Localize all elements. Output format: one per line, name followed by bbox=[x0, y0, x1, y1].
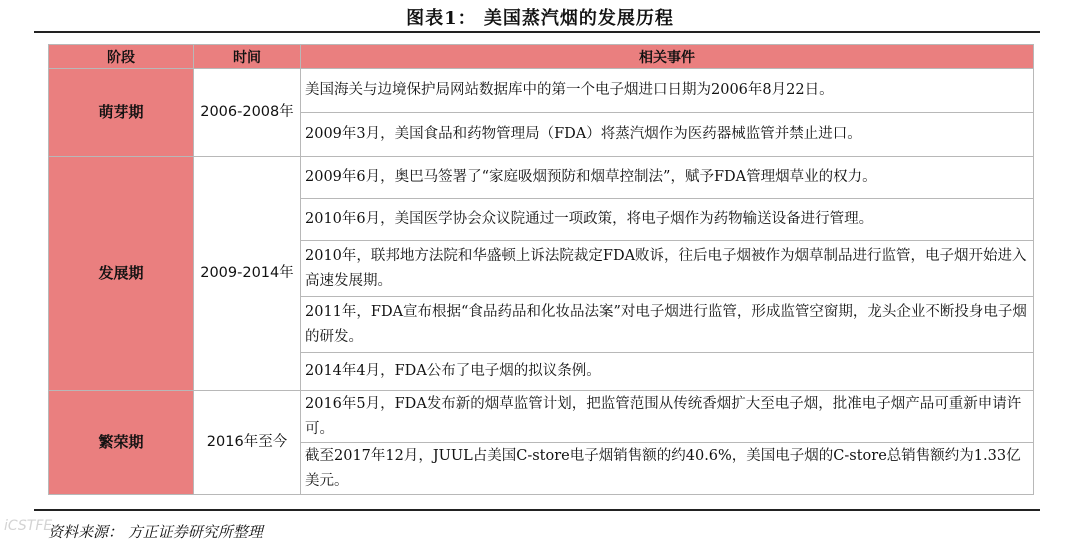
stage-cell: 萌芽期 bbox=[49, 69, 194, 157]
top-rule bbox=[34, 31, 1040, 33]
figure-title: 图表1： 美国蒸汽烟的发展历程 bbox=[406, 8, 674, 29]
time-cell: 2006-2008年 bbox=[194, 69, 301, 157]
table-row bbox=[49, 69, 1034, 113]
event-cell: 2009年3月，美国食品和药物管理局（FDA）将蒸汽烟作为医药器械监管并禁止进口。 bbox=[301, 113, 1034, 157]
stage-cell: 发展期 bbox=[49, 157, 194, 391]
header-time: 时间 bbox=[194, 45, 301, 69]
event-cell: 2010年6月，美国医学协会众议院通过一项政策，将电子烟作为药物输送设备进行管理。 bbox=[301, 199, 1034, 241]
event-cell: 截至2017年12月，JUUL占美国C-store电子烟销售额的约40.6%，美国电子烟的C-store总销售额约为1.33亿美元。 bbox=[301, 443, 1034, 495]
event-cell: 2011年，FDA宣布根据“食品药品和化妆品法案”对电子烟进行监管，形成监管空窗期，龙头企业不断投身电子烟的研发。 bbox=[301, 297, 1034, 353]
source-note: 资料来源： 方正证券研究所整理 bbox=[48, 523, 263, 541]
table-header-row bbox=[49, 45, 1034, 69]
table-row bbox=[49, 157, 1034, 199]
time-cell: 2016年至今 bbox=[194, 391, 301, 495]
header-stage: 阶段 bbox=[49, 45, 194, 69]
watermark: iCSTFE bbox=[4, 518, 53, 534]
bottom-rule bbox=[34, 509, 1040, 511]
event-cell: 2010年，联邦地方法院和华盛顿上诉法院裁定FDA败诉，往后电子烟被作为烟草制品进行监管，电子烟开始进入高速发展期。 bbox=[301, 241, 1034, 297]
event-cell: 2014年4月，FDA公布了电子烟的拟议条例。 bbox=[301, 353, 1034, 391]
time-cell: 2009-2014年 bbox=[194, 157, 301, 391]
history-table bbox=[48, 44, 1034, 495]
table-row bbox=[49, 391, 1034, 443]
event-cell: 2009年6月，奥巴马签署了“家庭吸烟预防和烟草控制法”，赋予FDA管理烟草业的权力。 bbox=[301, 157, 1034, 199]
stage-cell: 繁荣期 bbox=[49, 391, 194, 495]
event-cell: 2016年5月，FDA发布新的烟草监管计划，把监管范围从传统香烟扩大至电子烟，批准电子烟产品可重新申请许可。 bbox=[301, 391, 1034, 443]
header-events: 相关事件 bbox=[301, 45, 1034, 69]
event-cell: 美国海关与边境保护局网站数据库中的第一个电子烟进口日期为2006年8月22日。 bbox=[301, 69, 1034, 113]
